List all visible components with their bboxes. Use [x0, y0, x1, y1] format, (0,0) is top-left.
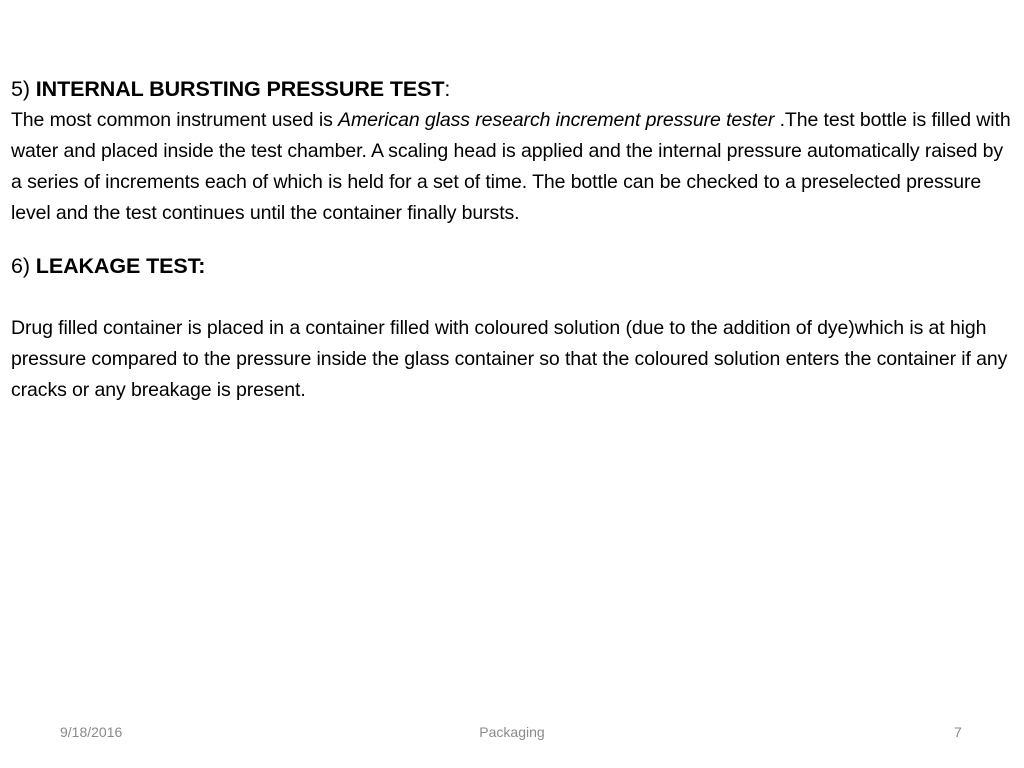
spacer [11, 282, 1011, 313]
instrument-name: American glass research increment pressure tester [338, 109, 775, 131]
section-5-text-start: The most common instrument used is [11, 109, 339, 131]
footer-date: 9/18/2016 [60, 724, 123, 740]
slide-content [11, 74, 1011, 406]
section-5-paragraph [11, 105, 1011, 229]
section-6-title: LEAKAGE TEST: [35, 254, 206, 278]
section-6-heading [11, 251, 1011, 282]
section-6-paragraph: Drug filled container is placed in a container filled with coloured solution (due to the addition of dye)which is at high pressure compared to the pressure inside the glass container so that the coloured solution enters the container if any cracks or any breakage is present. [11, 317, 1008, 401]
section-5-number: 5) [11, 77, 30, 101]
section-5-title: INTERNAL BURSTING PRESSURE TEST [35, 77, 445, 101]
section-5-text-end: .The test bottle is filled with water and placed inside the test chamber. A scaling head is applied and the internal pressure automatically raised by a series of increments each of which is held for a set of time. The bottle can be checked to a preselected pressure level and the test continues until the container finally bursts. [11, 109, 1011, 224]
spacer [11, 229, 1011, 251]
section-6-number: 6) [11, 254, 30, 278]
footer-title: Packaging [479, 724, 545, 740]
section-5-heading [11, 74, 1011, 105]
footer-page-number: 7 [954, 724, 962, 740]
section-5-colon: : [444, 77, 451, 101]
